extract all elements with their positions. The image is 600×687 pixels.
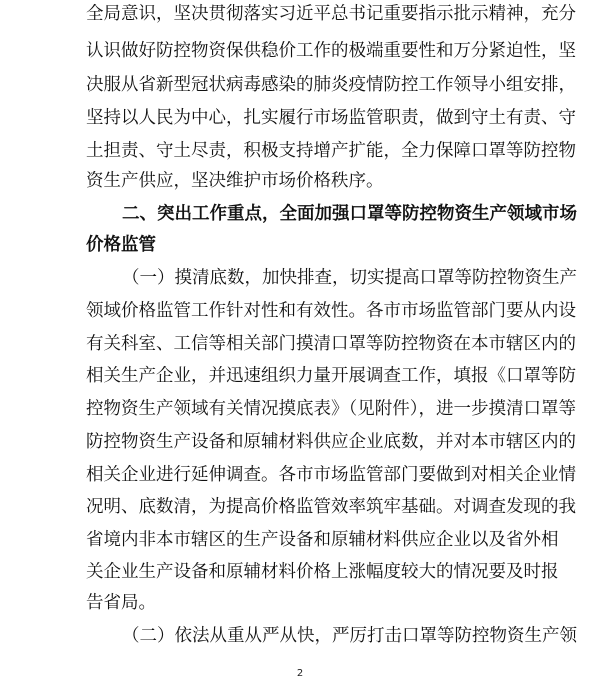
subsection-heading: （二）依法从重从严从快，严厉打击口罩等防控物资生产领: [122, 626, 577, 646]
text-line: 相关企业进行延伸调查。各市市场监管部门要做到对相关企业情: [86, 465, 576, 485]
text-line: 有关科室、工信等相关部门摸清口罩等防控物资在本市辖区内的: [86, 334, 576, 354]
text-line: 领域价格监管工作针对性和有效性。各市市场监管部门要从内设: [86, 301, 576, 321]
text-line: 相关生产企业，并迅速组织力量开展调查工作，填报《口罩等防: [86, 366, 576, 386]
subsection-heading: （一）摸清底数，加快排查，切实提高口罩等防控物资生产: [122, 268, 577, 288]
text-line: 全局意识，坚决贯彻落实习近平总书记重要指示批示精神，充分: [86, 4, 576, 24]
page-number: 2: [296, 668, 304, 679]
text-line: 坚持以人民为中心，扎实履行市场监管职责，做到守土有责、守: [86, 108, 576, 128]
text-line: 况明、底数清，为提高价格监管效率筑牢基础。对调查发现的我: [86, 497, 576, 517]
text-line: 资生产供应，坚决维护市场价格秩序。: [86, 171, 384, 191]
text-line: 防控物资生产设备和原辅材料供应企业底数，并对本市辖区内的: [86, 432, 576, 452]
text-line: 控物资生产领域有关情况摸底表》（见附件），进一步摸清口罩等: [86, 399, 576, 419]
text-line: 省境内非本市辖区的生产设备和原辅材料供应企业以及省外相: [86, 530, 559, 550]
text-line: 土担责、守土尽责，积极支持增产扩能，全力保障口罩等防控物: [86, 141, 576, 161]
text-line: 关企业生产设备和原辅材料价格上涨幅度较大的情况要及时报: [86, 562, 559, 582]
text-line: 决服从省新型冠状病毒感染的肺炎疫情防控工作领导小组安排，: [86, 75, 576, 95]
section-heading-continued: 价格监管: [86, 235, 156, 255]
text-line: 认识做好防控物资保供稳价工作的极端重要性和万分紧迫性，坚: [86, 41, 576, 61]
section-heading: 二、突出工作重点，全面加强口罩等防控物资生产领域市场: [122, 204, 577, 224]
text-line: 告省局。: [86, 593, 156, 613]
